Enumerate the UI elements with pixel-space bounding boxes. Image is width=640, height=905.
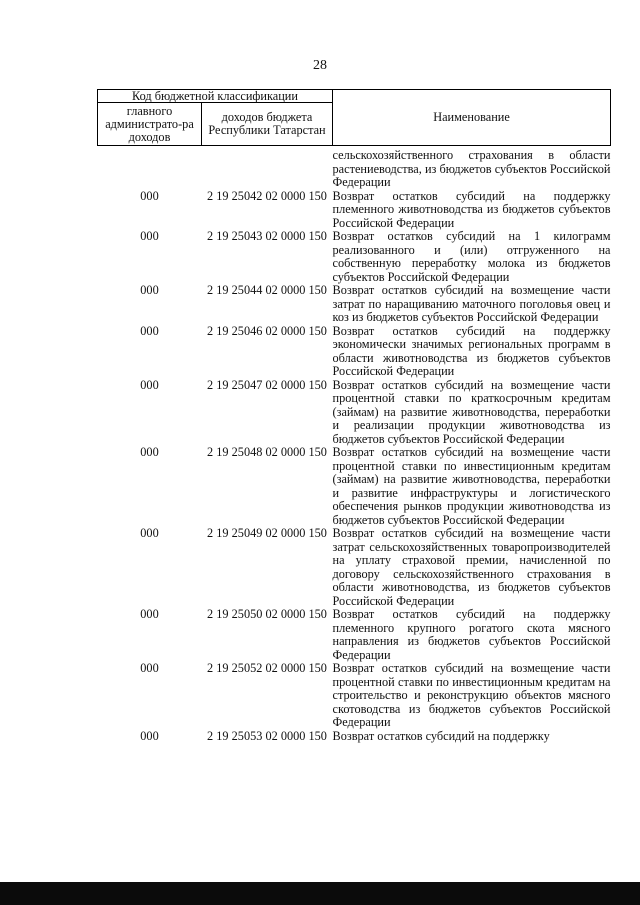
revenue-code: 2 19 25042 02 0000 150 — [207, 188, 327, 203]
revenue-code: 2 19 25049 02 0000 150 — [207, 526, 327, 540]
table-row — [98, 325, 611, 379]
scan-border — [0, 882, 640, 905]
table-row — [98, 527, 611, 608]
admin-code: 000 — [140, 526, 159, 540]
admin-code: 000 — [140, 728, 159, 743]
revenue-name: Возврат остатков субсидий на возмещение части процентной ставки по краткосрочным кредитам (займам) на развитие животноводства, переработки и реализации продукции животноводства из бюджетов субъектов Российской Федерации — [332, 377, 611, 446]
revenue-code: 2 19 25043 02 0000 150 — [207, 229, 327, 243]
table-row — [98, 230, 611, 284]
table-row — [98, 608, 611, 662]
header-name: Наименование — [333, 90, 611, 146]
revenue-name: Возврат остатков субсидий на 1 килограмм реализованного и (или) отгруженного на собственную переработку молока из бюджетов субъектов Российской Федерации — [332, 229, 611, 284]
header-revenue-code: доходов бюджета Республики Татарстан — [202, 103, 333, 146]
admin-code: 000 — [140, 607, 159, 621]
table-row — [98, 379, 611, 447]
revenue-code: 2 19 25047 02 0000 150 — [207, 377, 327, 392]
revenue-name: Возврат остатков субсидий на поддержку — [332, 728, 550, 743]
table-row — [98, 662, 611, 730]
revenue-code: 2 19 25046 02 0000 150 — [207, 323, 327, 338]
revenue-name: Возврат остатков субсидий на поддержку племенного крупного рогатого скота мясного направления из бюджетов субъектов Российской Федерации — [332, 607, 611, 662]
revenue-name: Возврат остатков субсидий на возмещение части процентной ставки по инвестиционным кредитам (займам) на развитие животноводства, переработки и развитие инфраструктуры и логистического обеспечения рынков продукции животноводства из бюджетов субъектов Российской Федерации — [332, 445, 611, 527]
table-row — [98, 730, 611, 744]
table-row-continuation — [98, 146, 611, 190]
page-number: 28 — [313, 58, 327, 73]
admin-code: 000 — [140, 377, 159, 392]
continuation-text: сельскохозяйственного страхования в области растениеводства, из бюджетов субъектов Российской Федерации — [332, 148, 611, 189]
revenue-name: Возврат остатков субсидий на возмещение части процентной ставки по инвестиционным кредитам на строительство и реконструкцию объектов мясного скотоводства из бюджетов субъектов Российской Федерации — [332, 661, 611, 729]
table-row — [98, 284, 611, 325]
budget-classification-table — [97, 89, 611, 743]
admin-code: 000 — [140, 188, 159, 203]
revenue-name: Возврат остатков субсидий на возмещение части затрат по наращиванию маточного поголовья овец и коз из бюджетов субъектов Российской Федерации — [332, 283, 611, 324]
header-budget-classification-code: Код бюджетной классификации — [98, 90, 333, 103]
table-row — [98, 446, 611, 527]
admin-code: 000 — [140, 323, 159, 338]
revenue-code: 2 19 25048 02 0000 150 — [207, 445, 327, 459]
revenue-name: Возврат остатков субсидий на возмещение части затрат сельскохозяйственных товаропроизводителей на уплату страховой премии, начисленной по договору сельскохозяйственного страхования в области животноводства, из бюджетов субъектов Российской Федерации — [332, 526, 611, 608]
revenue-code: 2 19 25044 02 0000 150 — [207, 283, 327, 297]
admin-code: 000 — [140, 283, 159, 297]
admin-code: 000 — [140, 229, 159, 243]
admin-code: 000 — [140, 661, 159, 675]
admin-code: 000 — [140, 445, 159, 459]
table-row — [98, 190, 611, 231]
table-body — [98, 146, 611, 744]
revenue-name: Возврат остатков субсидий на поддержку племенного животноводства из бюджетов субъектов Российской Федерации — [332, 188, 611, 230]
header-chief-administrator: главного администрато-ра доходов — [98, 103, 202, 146]
revenue-code: 2 19 25050 02 0000 150 — [207, 607, 327, 621]
revenue-code: 2 19 25053 02 0000 150 — [207, 728, 327, 743]
revenue-code: 2 19 25052 02 0000 150 — [207, 661, 327, 675]
revenue-name: Возврат остатков субсидий на поддержку экономически значимых региональных программ в области животноводства из бюджетов субъектов Российской Федерации — [332, 323, 611, 378]
